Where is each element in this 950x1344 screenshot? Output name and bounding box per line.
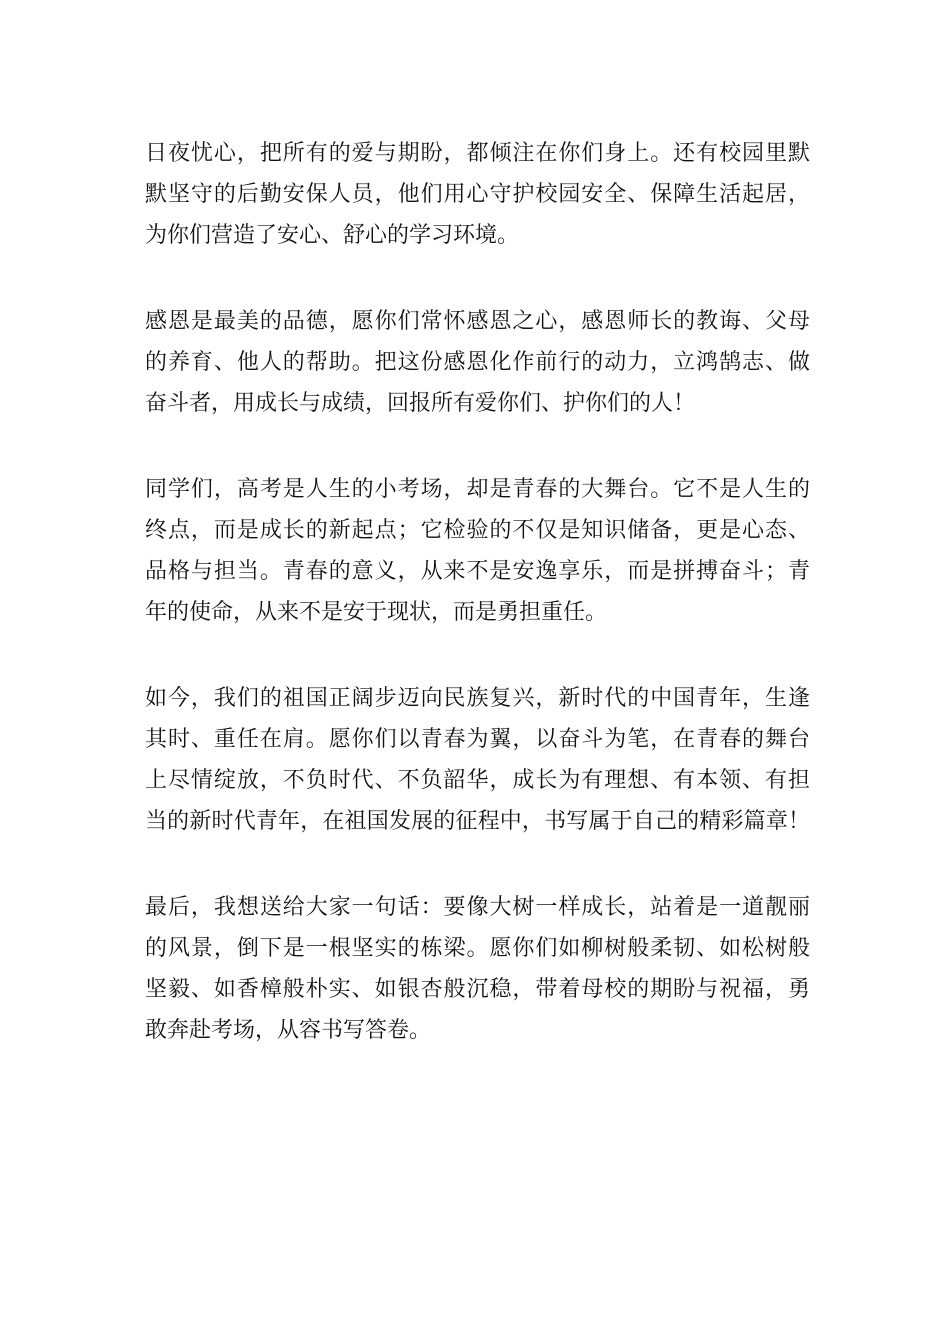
paragraph-4	[145, 678, 810, 842]
text-line: 最后，我想送给大家一句话：要像大树一样成长，站着是一道靓丽	[145, 895, 810, 920]
paragraph-5	[145, 887, 810, 1051]
text-line: 为你们营造了安心、舒心的学习环境。	[145, 223, 520, 248]
text-line: 当的新时代青年，在祖国发展的征程中，书写属于自己的精彩篇章！	[145, 809, 810, 834]
text-line: 品格与担当。青春的意义，从来不是安逸享乐，而是拼搏奋斗；青	[145, 559, 810, 584]
text-line: 同学们，高考是人生的小考场，却是青春的大舞台。它不是人生的	[145, 477, 810, 502]
text-line: 如今，我们的祖国正阔步迈向民族复兴，新时代的中国青年，生逢	[145, 686, 810, 711]
paragraph-2	[145, 301, 810, 424]
text-line: 感恩是最美的品德，愿你们常怀感恩之心，感恩师长的教诲、父母	[145, 309, 810, 334]
text-line: 其时、重任在肩。愿你们以青春为翼，以奋斗为笔，在青春的舞台	[145, 727, 810, 752]
text-line: 敢奔赴考场，从容书写答卷。	[145, 1018, 432, 1043]
text-line: 年的使命，从来不是安于现状，而是勇担重任。	[145, 600, 608, 625]
text-line: 默坚守的后勤安保人员，他们用心守护校园安全、保障生活起居，	[145, 182, 810, 207]
paragraph-3	[145, 469, 810, 633]
text-line: 上尽情绽放，不负时代、不负韶华，成长为有理想、有本领、有担	[145, 768, 810, 793]
paragraph-1	[145, 133, 810, 256]
text-line: 的养育、他人的帮助。把这份感恩化作前行的动力，立鸿鹄志、做	[145, 350, 810, 375]
text-line: 终点，而是成长的新起点；它检验的不仅是知识储备，更是心态、	[145, 518, 810, 543]
text-line: 的风景，倒下是一根坚实的栋梁。愿你们如柳树般柔韧、如松树般	[145, 936, 810, 961]
text-line: 奋斗者，用成长与成绩，回报所有爱你们、护你们的人！	[145, 391, 696, 416]
text-line: 日夜忧心，把所有的爱与期盼，都倾注在你们身上。还有校园里默	[145, 141, 810, 166]
document-body	[145, 133, 810, 1096]
text-line: 坚毅、如香樟般朴实、如银杏般沉稳，带着母校的期盼与祝福，勇	[145, 977, 810, 1002]
